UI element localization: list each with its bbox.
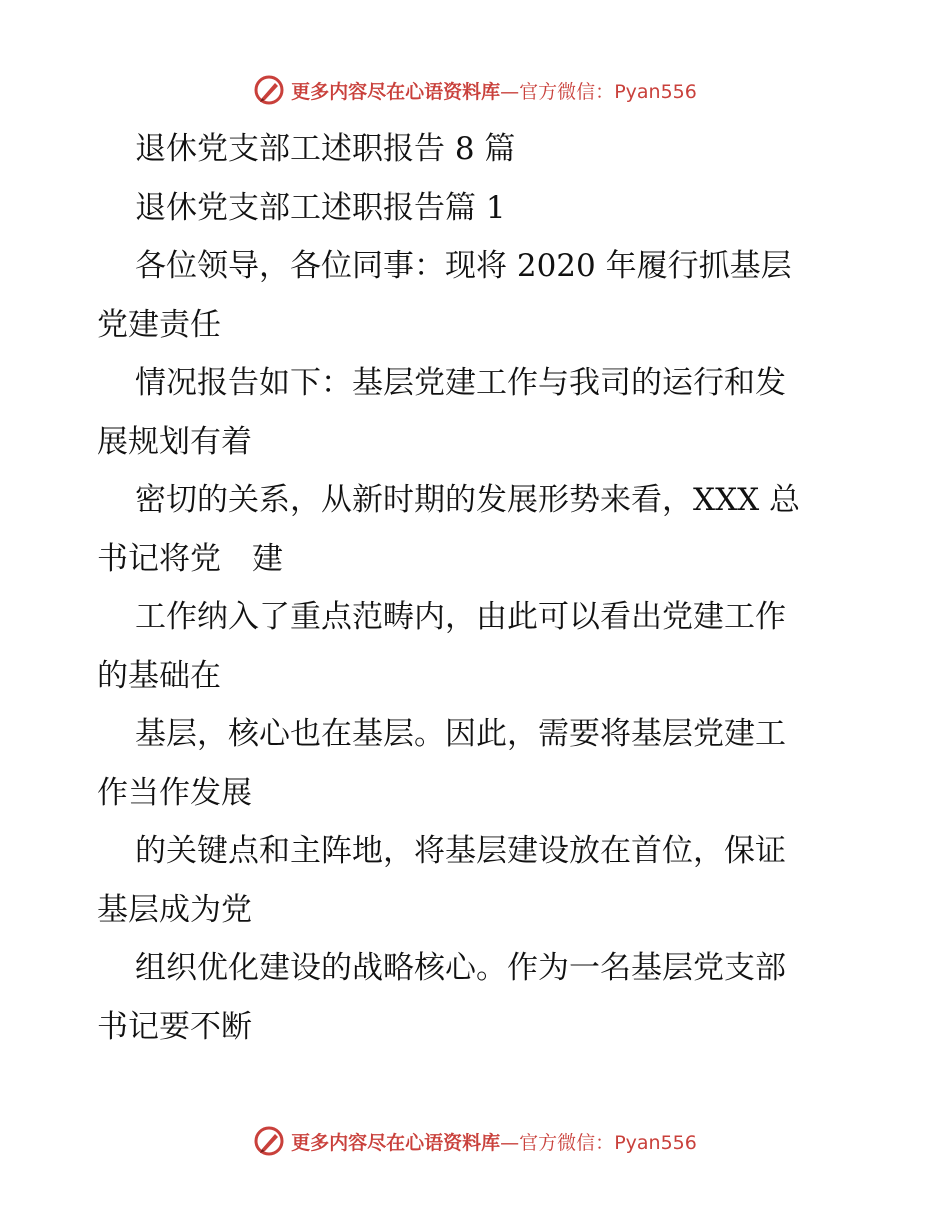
text-line: 组织优化建设的战略核心。作为一名基层党支部 — [135, 950, 786, 986]
banner-text — [291, 1128, 697, 1155]
text-line: 基层，核心也在基层。因此，需要将基层党建工 — [135, 716, 786, 752]
banner-wechat-label: 官方微信： — [519, 1131, 615, 1154]
text-line: 情况报告如下：基层党建工作与我司的运行和发 — [135, 365, 786, 401]
text-line: 书记将党 建 — [97, 540, 283, 577]
banner-text — [291, 77, 697, 104]
text-line: 的关键点和主阵地，将基层建设放在首位，保证 — [135, 833, 786, 869]
pen-logo-icon — [253, 74, 285, 106]
header-banner — [0, 70, 950, 110]
banner-wechat-id: Pyan556 — [614, 1131, 697, 1154]
banner-wechat-label: 官方微信： — [519, 80, 615, 103]
text-line: 工作纳入了重点范畴内，由此可以看出党建工作 — [135, 599, 786, 635]
banner-library-text: 更多内容尽在心语资料库 — [291, 80, 501, 103]
text-line: 基层成为党 — [97, 891, 252, 928]
banner-wechat-id: Pyan556 — [614, 80, 697, 103]
text-line: 各位领导，各位同事：现将 2020 年履行抓基层 — [135, 248, 792, 284]
footer-banner — [0, 1121, 950, 1161]
pen-logo-icon — [253, 1125, 285, 1157]
document-body — [97, 120, 857, 1056]
text-line: 作当作发展 — [97, 774, 252, 811]
text-line: 党建责任 — [97, 306, 221, 343]
text-line: 退休党支部工述职报告 8 篇 — [135, 131, 516, 167]
banner-library-text: 更多内容尽在心语资料库 — [291, 1131, 501, 1154]
text-line: 的基础在 — [97, 657, 221, 694]
text-line: 退休党支部工述职报告篇 1 — [135, 189, 506, 226]
text-line: 密切的关系，从新时期的发展形势来看，XXX 总 — [135, 482, 801, 518]
text-line: 展规划有着 — [97, 423, 252, 460]
text-line: 书记要不断 — [97, 1008, 252, 1045]
banner-dash: — — [500, 1131, 520, 1154]
banner-dash: — — [500, 80, 520, 103]
